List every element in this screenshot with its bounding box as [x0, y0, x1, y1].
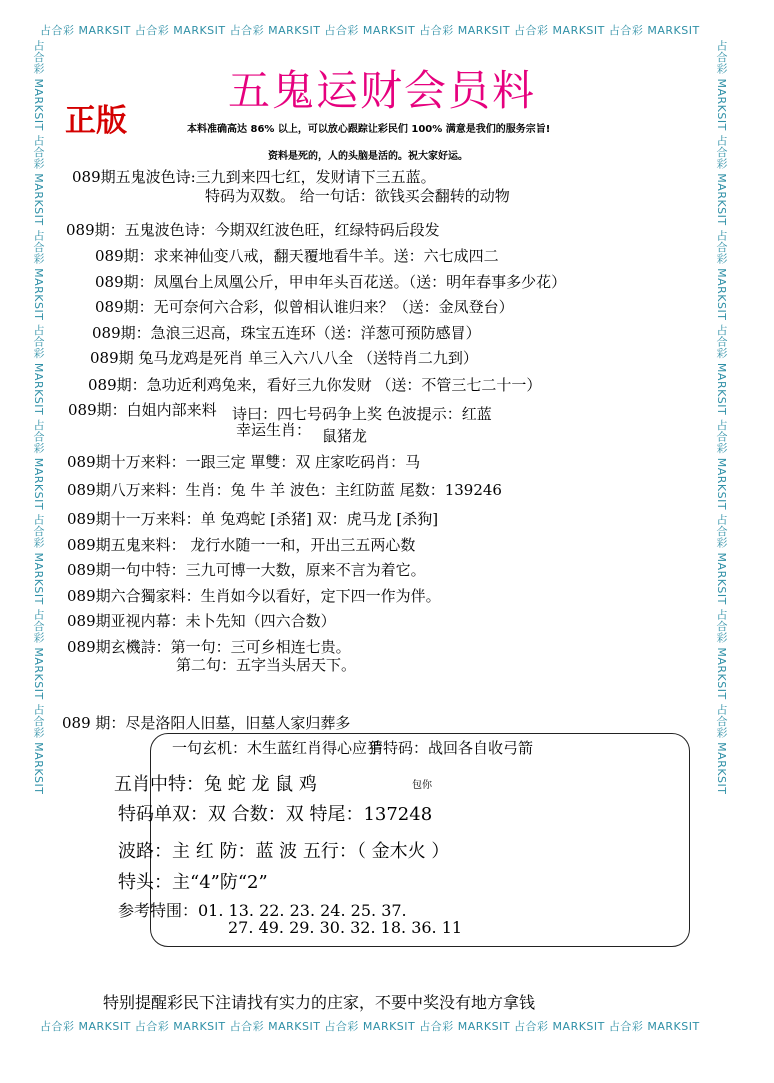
border-watermark-left: 占合彩 MARKSIT 占合彩 MARKSIT 占合彩 MARKSIT 占合彩 MARKSIT 占合彩 MARKSIT 占合彩 MARKSIT 占合彩 MARKSIT 占合彩 MARKSIT: [32, 40, 45, 795]
baijie-label: 089期：白姐内部来料: [68, 401, 217, 419]
info-mystic-1: 089期玄機詩：第一句：三可乡相连七贵。: [67, 638, 351, 656]
five-ghost-poem: 089期五鬼波色诗:三九到来四七红，发财请下三五蓝。: [72, 168, 436, 186]
tip-line-2: 089期：凤凰台上凤凰公斤，甲申年头百花送。（送：明年春事多少花）: [95, 273, 567, 291]
guess-special-line: 猜特码：战回各自收弓箭: [368, 739, 534, 757]
luck-note: 资料是死的，人的头脑是活的。祝大家好运。: [268, 151, 468, 162]
tip-line-6: 089期：急功近利鸡兔来，看好三九你发财 （送：不管三七二十一）: [88, 376, 542, 394]
border-watermark-bottom: 占合彩 MARKSIT 占合彩 MARKSIT 占合彩 MARKSIT 占合彩 MARKSIT 占合彩 MARKSIT 占合彩 MARKSIT 占合彩 MARKSIT: [40, 1020, 700, 1033]
genuine-badge: 正版: [65, 103, 127, 139]
reference-numbers-1: 参考特围：01. 13. 22. 23. 24. 25. 37.: [118, 901, 407, 920]
page-title: 五鬼运财会员料: [228, 66, 537, 115]
baijie-poem: 诗曰：四七号码争上奖 色波提示：红蓝: [232, 405, 492, 423]
odd-even-line: 特码单双：双 合数：双 特尾：137248: [118, 804, 433, 825]
accuracy-note: 本料准确高达 86% 以上，可以放心跟踪让彩民们 100% 满意是我们的服务宗旨!: [187, 124, 551, 135]
info-luoyang: 089 期：尽是洛阳人旧墓，旧墓人家归葬多: [62, 714, 351, 732]
special-even-line: 特码为双数。 给一句话：欲钱买会翻转的动物: [205, 187, 510, 205]
lucky-zodiac-label: 幸运生肖：: [236, 421, 312, 439]
tip-line-4: 089期：急浪三迟高，珠宝五连环（送：洋葱可预防感冒）: [92, 324, 481, 342]
info-one-sentence: 089期一句中特：三九可博一大数，原来不言为着它。: [67, 561, 426, 579]
info-five-ghost: 089期五鬼来料： 龙行水随一一和，开出三五两心数: [67, 536, 416, 554]
special-head-line: 特头：主“4”防“2”: [118, 872, 268, 893]
info-mystic-2: 第二句：五字当头居天下。: [176, 656, 357, 674]
border-watermark-right: 占合彩 MARKSIT 占合彩 MARKSIT 占合彩 MARKSIT 占合彩 MARKSIT 占合彩 MARKSIT 占合彩 MARKSIT 占合彩 MARKSIT 占合彩 MARKSIT: [715, 40, 728, 795]
tip-line-1: 089期：求来神仙变八戒，翻天覆地看牛羊。送：六七成四二: [95, 247, 499, 265]
info-110k: 089期十一万来料：单 兔鸡蛇 [杀猪] 双：虎马龙 [杀狗]: [67, 510, 439, 528]
colour-poem: 089期：五鬼波色诗：今期双红波色旺，红绿特码后段发: [66, 221, 440, 239]
tip-line-5: 089期 兔马龙鸡是死肖 单三入六八八全 （送特肖二九到）: [90, 349, 478, 367]
border-watermark-top: 占合彩 MARKSIT 占合彩 MARKSIT 占合彩 MARKSIT 占合彩 MARKSIT 占合彩 MARKSIT 占合彩 MARKSIT 占合彩 MARKSIT: [40, 24, 700, 37]
tip-line-3: 089期：无可奈何六合彩，似曾相认谁归来？（送：金凤登台）: [95, 298, 514, 316]
reference-numbers-2: 27. 49. 29. 30. 32. 18. 36. 11: [228, 918, 463, 937]
info-80k: 089期八万来料：生肖：兔 牛 羊 波色：主红防蓝 尾数：139246: [67, 481, 502, 499]
guarantee-note: 包你: [412, 780, 432, 791]
footer-reminder: 特别提醒彩民下注请找有实力的庄家，不要中奖没有地方拿钱: [103, 993, 536, 1012]
info-100k: 089期十万来料：一跟三定 單雙：双 庄家吃码肖：马: [67, 453, 421, 471]
info-atv: 089期亚视内幕：未卜先知（四六合数）: [67, 612, 336, 630]
info-exclusive: 089期六合獨家料：生肖如今以看好，定下四一作为伴。: [67, 587, 441, 605]
five-zodiac-line: 五肖中特：兔 蛇 龙 鼠 鸡: [114, 774, 317, 795]
lucky-zodiac-value: 鼠猪龙: [322, 427, 368, 445]
xuanji-line: 一句玄机：木生蓝红肖得心应手: [172, 739, 383, 757]
colour-route-line: 波路：主 红 防：蓝 波 五行：（ 金木火 ）: [118, 841, 450, 862]
